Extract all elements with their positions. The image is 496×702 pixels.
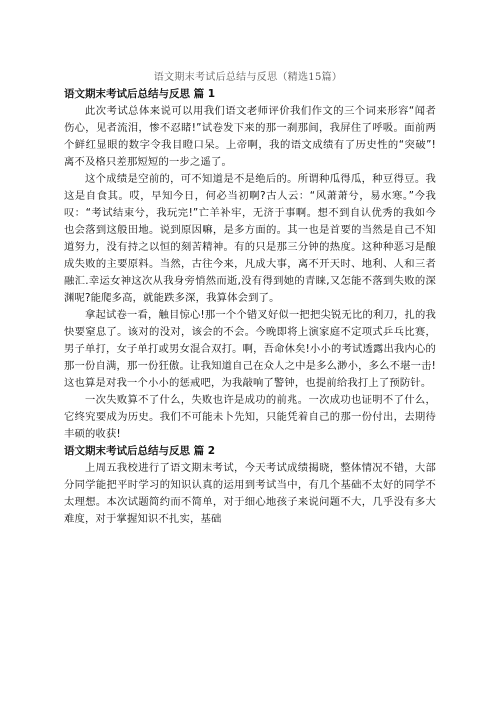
section-1-paragraph-1: 此次考试总体来说可以用我们语文老师评价我们作文的三个词来形容“闻者伤心，见者流泪，惨不忍睹!”试卷发下来的那一刹那间，我屏住了呼吸。面前两个鲜红显眼的数字令我目瞪口呆。上帝啊，我的语文成绩有了历史性的“突破”!离不及格只差那短短的一步之遥了。 [64,105,436,168]
section-heading-1: 语文期末考试后总结与反思 篇 1 [64,88,216,100]
document-body [64,86,436,528]
section-1-paragraph-2: 这个成绩是空前的，可不知道是不是绝后的。所谓种瓜得瓜，种豆得豆。我这是自食其。哎，早知今日，何必当初啊?古人云：“风萧萧兮，易水寒。”今我叹：“考试结束兮，我玩完!”亡羊补牢，无济于事啊。想不到自认优秀的我如今也会落到这般田地。说到原因嘛，是多方面的。其一也是首要的当然是自己不知道努力，没有持之以恒的刻苦精神。有的只是那三分钟的热度。这种种恶习是酿成失败的主要原料。当然，古往今来，凡成大事，离不开天时、地利、人和三者融汇.幸运女神这次从我身旁悄然而逝,没有得到她的青睐,又怎能不落到失败的深渊呢?能爬多高，就能跌多深，我算体会到了。 [64,173,436,304]
document-title: 语文期末考试后总结与反思（精选15篇） [153,72,343,83]
section-1-paragraph-3: 拿起试卷一看，触目惊心!那一个个错叉好似一把把尖锐无比的利刀，扎的我快要窒息了。该对的没对，该会的不会。今晚即将上演家庭不定项式乒乓比赛，男子单打，女子单打或男女混合双打。啊，吾命休矣!小小的考试透露出我内心的那一份自满，那一份狂傲。让我知道自己在众人之中是多么渺小，多么不堪一击!这也算是对我一个小小的惩戒吧，为我敲响了警钟，也提前给我打上了预防针。 [64,309,436,389]
section-2-paragraph-1: 上周五我校进行了语文期末考试，今天考试成绩揭晓，整体情况不错，大部分同学能把平时学习的知识认真的运用到考试当中，有几个基础不太好的同学不太理想。本次试题简约而不简单，对于细心地孩子来说问题不大，几乎没有多大难度，对于掌握知识不扎实，基础 [64,462,436,525]
section-1-paragraph-4: 一次失败算不了什么，失败也许是成功的前兆。一次成功也证明不了什么，它终究要成为历史。我们不可能未卜先知，只能凭着自己的那一份付出，去期待丰硕的收获! [64,394,436,440]
section-heading-2: 语文期末考试后总结与反思 篇 2 [64,445,216,457]
